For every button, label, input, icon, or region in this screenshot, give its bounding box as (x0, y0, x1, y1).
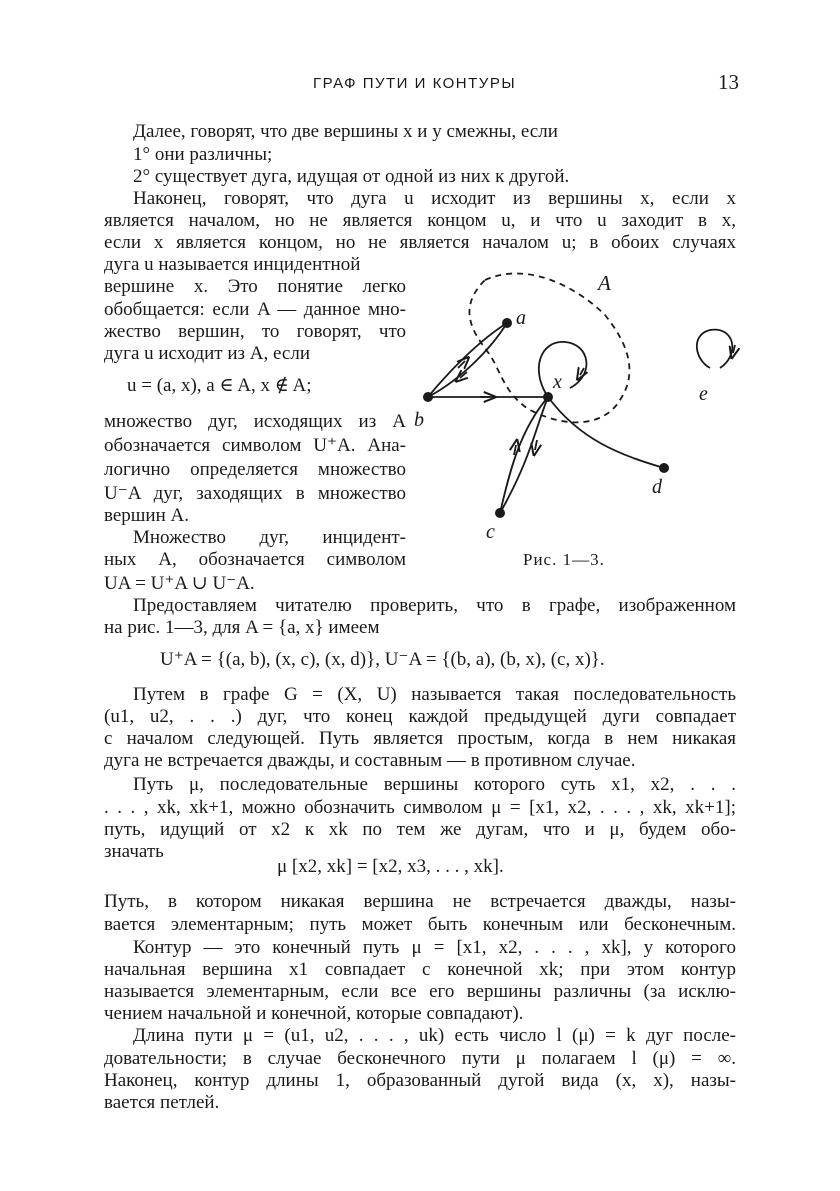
arc-x-d (548, 397, 664, 468)
text-line: Контур — это конечный путь μ = [x1, x2, . . . , xk], у которого (133, 937, 736, 958)
text-line: вершине x. Это понятие легко (104, 276, 406, 297)
text-line: UA = U⁺A ∪ U⁻A. (104, 573, 255, 594)
label-x: x (553, 371, 562, 393)
text-line: 2° существует дуга, идущая от одной из них к другой. (133, 166, 570, 187)
formula: μ [x2, xk] = [x2, x3, . . . , xk]. (277, 856, 504, 877)
formula: u = (a, x), a ∈ A, x ∉ A; (127, 375, 312, 396)
text-line: Путем в графе G = (X, U) называется такая последовательность (133, 684, 736, 705)
arrow-x-c (535, 440, 537, 450)
text-line: дуга u исходит из A, если (104, 343, 310, 364)
page-number: 13 (718, 70, 739, 94)
text-line: 1° они различны; (133, 144, 273, 165)
text-line: обозначается символом U⁺A. Ана- (104, 435, 406, 456)
text-line: Множество дуг, инцидент- (133, 527, 406, 548)
text-line: вается элементарным; путь может быть конечным или бесконечным. (104, 914, 736, 935)
running-header: ГРАФ ПУТИ И КОНТУРЫ (313, 75, 517, 92)
text-line: логично определяется множество (104, 459, 406, 480)
arrow-loop-e (733, 345, 735, 353)
vertex-b (423, 392, 433, 402)
text-line: U⁻A дуг, заходящих в множество (104, 483, 406, 504)
arc-b-a (428, 323, 507, 397)
text-line: если x является концом, но не является началом u; в обоих случаях (104, 232, 736, 253)
text-line: вается петлей. (104, 1092, 220, 1113)
text-line: Путь, в котором никакая вершина не встречается дважды, назы- (104, 891, 736, 912)
text-line: значать (104, 841, 164, 862)
text-line: обобщается: если A — данное мно- (104, 299, 406, 320)
loop-x (539, 342, 587, 397)
text-line: довательности; в случае бесконечного пути μ полагаем l (μ) = ∞. (104, 1048, 736, 1069)
text-line: дуга u называется инцидентной (104, 254, 361, 275)
text-line: путь, идущий от x2 к xk по тем же дугам, что и μ, будем обо- (104, 819, 736, 840)
text-line: чением начальной и конечной, которые совпадают). (104, 1003, 524, 1024)
text-line: с началом следующей. Путь является простым, когда в нем никакая (104, 728, 736, 749)
label-A: A (598, 271, 611, 295)
figure-caption: Рис. 1—3. (523, 550, 605, 569)
vertex-a (502, 318, 512, 328)
loop-e (697, 330, 733, 368)
label-d: d (652, 476, 662, 498)
text-line: Наконец, говорят, что дуга u исходит из вершины x, если x (133, 188, 736, 209)
text-line: вершин A. (104, 505, 189, 526)
label-e: e (699, 383, 708, 405)
text-line: Путь μ, последовательные вершины которого суть x1, x2, . . . (133, 774, 736, 795)
text-line: начальная вершина x1 совпадает с конечной xk; при этом контур (104, 959, 736, 980)
text-line: является началом, но не является концом u, и что u заходит в x, (104, 210, 736, 231)
vertex-x (543, 392, 553, 402)
text-line: (u1, u2, . . .) дуг, что конец каждой предыдущей дуги совпадает (104, 706, 736, 727)
text-line: называется элементарным, если все его вершины различны (за исклю- (104, 981, 736, 1002)
text-line: ных A, обозначается символом (104, 549, 406, 570)
vertex-c (495, 508, 505, 518)
label-b: b (414, 409, 424, 431)
text-line: Далее, говорят, что две вершины x и y смежны, если (133, 121, 558, 142)
graph-figure (410, 260, 750, 560)
arc-a-b (428, 323, 507, 397)
text-line: на рис. 1—3, для A = {a, x} имеем (104, 617, 380, 638)
text-line: Предоставляем читателю проверить, что в графе, изображенном (133, 595, 736, 616)
text-line: дуга не встречается дважды, и составным — в противном случае. (104, 750, 636, 771)
text-line: Наконец, контур длины 1, образованный дугой вида (x, x), назы- (104, 1070, 736, 1091)
arc-x-c (500, 397, 548, 513)
formula: U⁺A = {(a, b), (x, c), (x, d)}, U⁻A = {(b, a), (b, x), (c, x)}. (160, 649, 605, 670)
vertex-d (659, 463, 669, 473)
label-c: c (486, 521, 495, 543)
text-line: . . . , xk, xk+1, можно обозначить символом μ = [x1, x2, . . . , xk, xk+1]; (104, 797, 736, 818)
text-line: Длина пути μ = (u1, u2, . . . , uk) есть число l (μ) = k дуг после- (133, 1025, 736, 1046)
text-line: жество вершин, то говорят, что (104, 321, 406, 342)
label-a: a (516, 307, 526, 329)
text-line: множество дуг, исходящих из A (104, 411, 406, 432)
